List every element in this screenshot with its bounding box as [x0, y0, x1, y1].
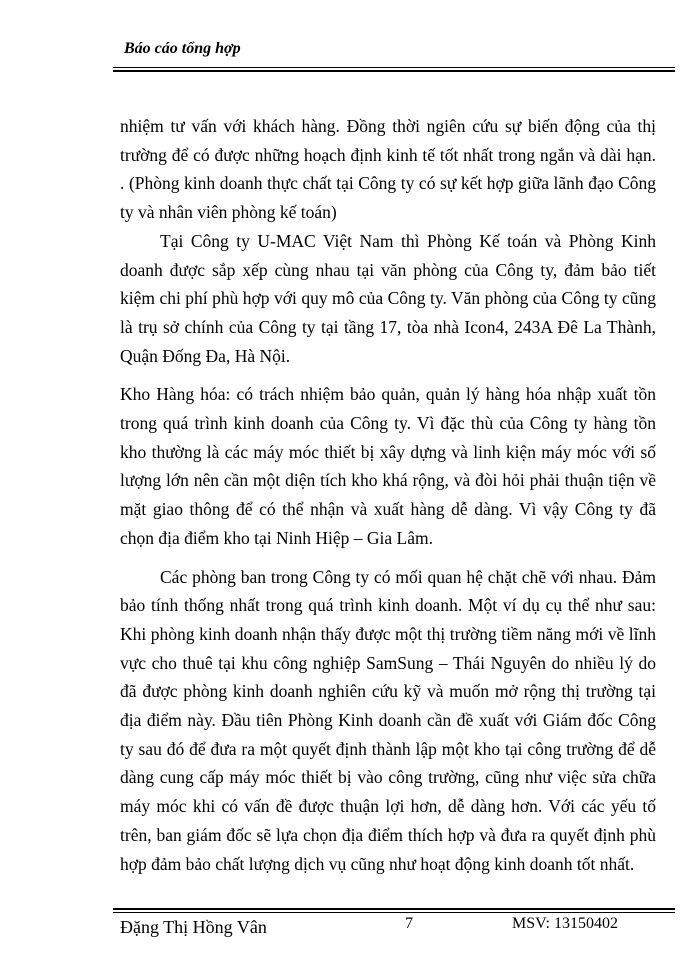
header-divider — [113, 67, 675, 68]
paragraph-2: Tại Công ty U-MAC Việt Nam thì Phòng Kế toán và Phòng Kinh doanh được sắp xếp cùng nhau tại văn phòng của Công ty, đảm bảo tiết kiệm chi phí phù hợp với quy mô của Công ty. Văn phòng của Công ty cũng là trụ sở chính của Công ty tại tầng 17, tòa nhà Icon4, 243A Đê La Thành, Quận Đống Đa, Hà Nội. — [120, 230, 656, 366]
report-body — [120, 112, 656, 878]
paragraph-1: nhiệm tư vấn với khách hàng. Đồng thời ngiên cứu sự biến động của thị trường để có được những hoạch định kinh tế tốt nhất trong ngắn và dài hạn. . (Phòng kinh doanh thực chất tại Công ty có sự kết hợp giữa lãnh đạo Công ty và nhân viên phòng kế toán) — [120, 116, 656, 223]
footer-divider — [113, 912, 675, 913]
header-divider-thick — [113, 70, 675, 72]
paragraph-3: Kho Hàng hóa: có trách nhiệm bảo quản, quản lý hàng hóa nhập xuất tồn trong quá trình kinh doanh của Công ty. Vì đặc thù của Công ty hàng tồn kho thường là các máy móc thiết bị xây dựng và linh kiện máy móc với số lượng lớn nên cần một diện tích kho khá rộng, và đòi hỏi phải thuận tiện về mặt giao thông để có thể nhận và xuất hàng dễ dàng. Vì vậy Công ty đã chọn địa điểm kho tại Ninh Hiệp – Gia Lâm. — [120, 384, 656, 548]
page-header-title: Báo cáo tổng hợp — [124, 40, 241, 57]
footer-author: Đặng Thị Hồng Vân — [120, 917, 267, 937]
paragraph-4: Các phòng ban trong Công ty có mối quan hệ chặt chẽ với nhau. Đảm bảo tính thống nhất trong quá trình kinh doanh. Một ví dụ cụ thể như sau: Khi phòng kinh doanh nhận thấy được một thị trường tiềm năng mới về lĩnh vực cho thuê tại khu công nghiệp SamSung – Thái Nguyên do nhiều lý do đã được phòng kinh doanh nghiên cứu kỹ và muốn mở rộng thị trường tại địa điểm này. Đầu tiên Phòng Kinh doanh cần đề xuất với Giám đốc Công ty sau đó để đưa ra một quyết định thành lập một kho tại công trường để dễ dàng cung cấp máy móc thiết bị vào công trường, cũng như việc sửa chữa máy móc khi có vấn đề được thuận lợi hơn, dễ dàng hơn. Với các yếu tố trên, ban giám đốc sẽ lựa chọn địa điểm thích hợp và đưa ra quyết định phù hợp đảm bảo chất lượng dịch vụ cũng như hoạt động kinh doanh tốt nhất. — [120, 566, 656, 874]
page-number: 7 — [405, 915, 413, 932]
footer-divider-thick — [113, 908, 675, 910]
student-id: MSV: 13150402 — [512, 915, 618, 932]
